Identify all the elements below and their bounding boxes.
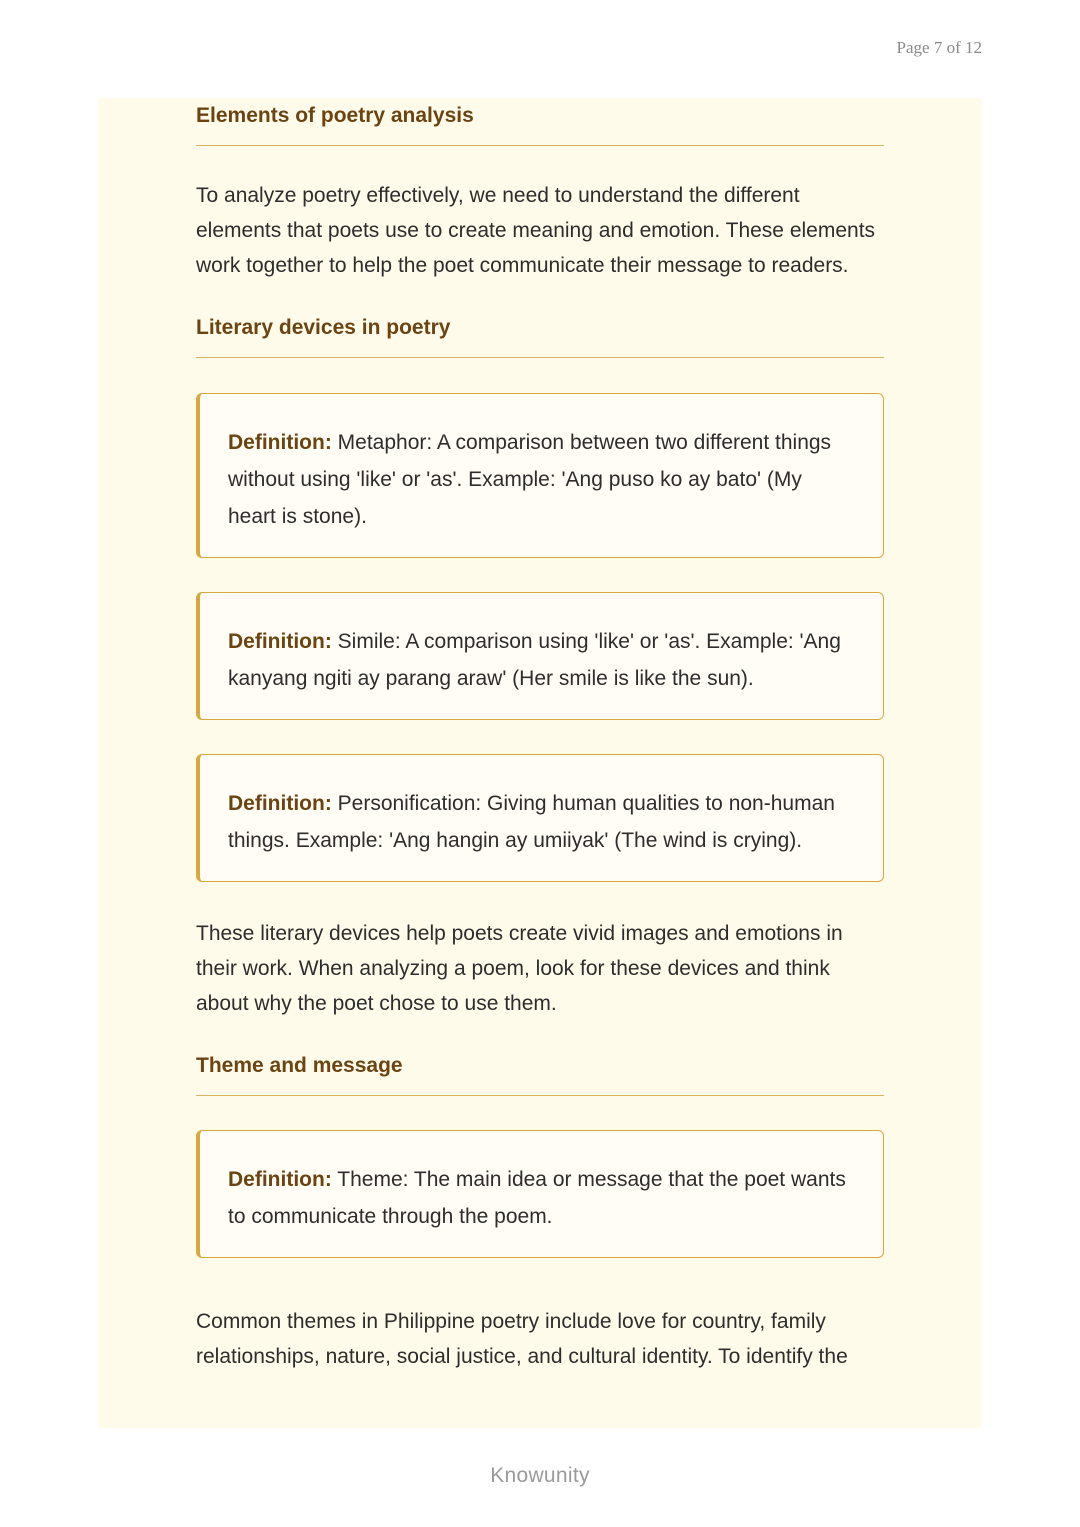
page-indicator: Page 7 of 12: [896, 38, 982, 57]
themes-paragraph: Common themes in Philippine poetry include love for country, family relationships, nature, social justice, and cultural identity. To identify the: [196, 1310, 848, 1368]
definition-label: Definition:: [228, 1168, 332, 1191]
definition-box-personification: [196, 754, 884, 882]
definition-box-metaphor: [196, 393, 884, 558]
definition-text: Simile: A comparison using 'like' or 'as'. Example: 'Ang kanyang ngiti ay parang araw' (Her smile is like the sun).: [228, 630, 841, 690]
footer-brand-logo: Knowunity: [490, 1464, 590, 1487]
section-heading-literary-devices: Literary devices in poetry: [196, 316, 884, 358]
section-heading-theme: Theme and message: [196, 1054, 884, 1096]
content-column: [196, 98, 884, 1374]
devices-paragraph: These literary devices help poets create vivid images and emotions in their work. When analyzing a poem, look for these devices and think about why the poet chose to use them.: [196, 922, 843, 1015]
definition-box-theme: [196, 1130, 884, 1258]
definition-text: Personification: Giving human qualities to non-human things. Example: 'Ang hangin ay umiiyak' (The wind is crying).: [228, 792, 835, 852]
content-panel: [98, 98, 982, 1428]
definition-text: Theme: The main idea or message that the poet wants to communicate through the poem.: [228, 1168, 846, 1228]
definition-label: Definition:: [228, 630, 332, 653]
definition-text: Metaphor: A comparison between two different things without using 'like' or 'as'. Example: 'Ang puso ko ay bato' (My heart is stone).: [228, 431, 832, 528]
definition-label: Definition:: [228, 431, 332, 454]
section-heading-elements: Elements of poetry analysis: [196, 104, 884, 146]
definition-label: Definition:: [228, 792, 332, 815]
intro-paragraph: To analyze poetry effectively, we need to understand the different elements that poets use to create meaning and emotion. These elements work together to help the poet communicate their message to readers.: [196, 184, 876, 277]
definition-box-simile: [196, 592, 884, 720]
